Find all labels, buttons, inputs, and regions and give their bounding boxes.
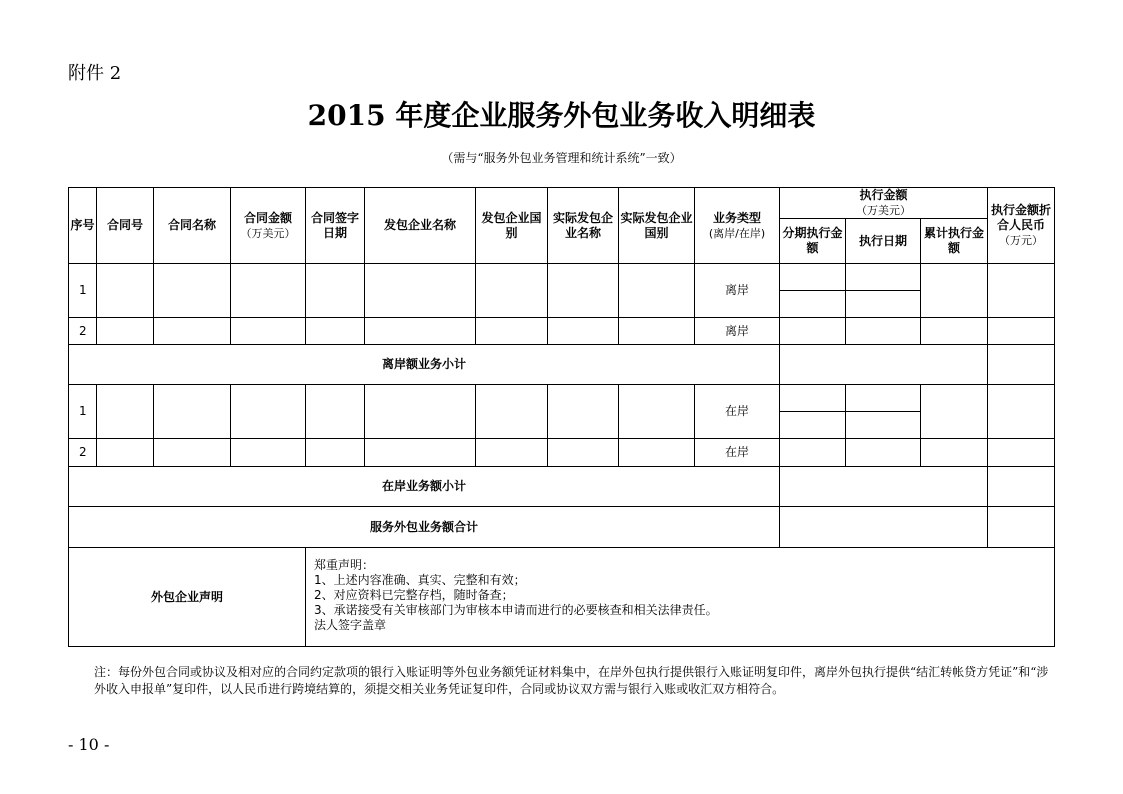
header-exec-amount-label: 执行金额 xyxy=(859,188,908,202)
cell-actual-client-name[interactable] xyxy=(548,385,619,439)
table-row xyxy=(69,318,1055,345)
cell-client-name[interactable] xyxy=(365,264,476,318)
offshore-subtotal-amount[interactable] xyxy=(780,345,988,385)
cell-contract-amount[interactable] xyxy=(231,318,306,345)
header-installment-amount: 分期执行金额 xyxy=(780,219,846,264)
cell-contract-amount[interactable] xyxy=(231,385,306,439)
declaration-label: 外包企业声明 xyxy=(69,548,306,647)
income-detail-table xyxy=(68,187,1055,647)
cell-client-country[interactable] xyxy=(476,264,548,318)
header-actual-client-name: 实际发包企业名称 xyxy=(548,188,619,264)
cell-contract-name[interactable] xyxy=(154,439,231,467)
declaration-row xyxy=(69,548,1055,647)
declaration-line: 3、承诺接受有关审核部门为审核本申请而进行的必要核查和相关法律责任。 xyxy=(314,603,718,617)
cell-sign-date[interactable] xyxy=(306,439,365,467)
cell-contract-amount[interactable] xyxy=(231,264,306,318)
cell-installment-amount[interactable] xyxy=(780,291,846,318)
grand-total-amount[interactable] xyxy=(780,507,988,548)
cell-business-type: 离岸 xyxy=(695,318,780,345)
cell-actual-client-name[interactable] xyxy=(548,318,619,345)
grand-total-label: 服务外包业务额合计 xyxy=(69,507,780,548)
cell-client-name[interactable] xyxy=(365,385,476,439)
cell-exec-date[interactable] xyxy=(846,412,921,439)
cell-cumulative-amount[interactable] xyxy=(921,318,988,345)
page-number: - 10 - xyxy=(68,735,110,754)
cell-contract-no[interactable] xyxy=(97,439,154,467)
cell-business-type: 离岸 xyxy=(695,264,780,318)
cell-exec-date[interactable] xyxy=(846,318,921,345)
onshore-subtotal-rmb[interactable] xyxy=(988,467,1055,507)
cell-client-name[interactable] xyxy=(365,318,476,345)
grand-total-row xyxy=(69,507,1055,548)
cell-actual-client-country[interactable] xyxy=(619,264,695,318)
header-business-type-label: 业务类型 xyxy=(712,210,761,225)
cell-client-name[interactable] xyxy=(365,439,476,467)
cell-contract-no[interactable] xyxy=(97,264,154,318)
offshore-subtotal-row xyxy=(69,345,1055,385)
page-subtitle: （需与“服务外包业务管理和统计系统”一致） xyxy=(441,151,682,165)
declaration-text xyxy=(306,548,1055,647)
cell-exec-date[interactable] xyxy=(846,439,921,467)
cell-sign-date[interactable] xyxy=(306,318,365,345)
cell-contract-name[interactable] xyxy=(154,385,231,439)
header-exec-date: 执行日期 xyxy=(846,219,921,264)
cell-contract-name[interactable] xyxy=(154,264,231,318)
cell-actual-client-name[interactable] xyxy=(548,439,619,467)
row-seq: 1 xyxy=(69,385,97,439)
cell-rmb-amount[interactable] xyxy=(988,264,1055,318)
cell-cumulative-amount[interactable] xyxy=(921,264,988,318)
cell-rmb-amount[interactable] xyxy=(988,318,1055,345)
header-business-type xyxy=(695,188,780,264)
header-contract-amount-label: 合同金额 xyxy=(243,210,292,225)
cell-business-type: 在岸 xyxy=(695,439,780,467)
cell-client-country[interactable] xyxy=(476,318,548,345)
cell-installment-amount[interactable] xyxy=(780,385,846,412)
cell-contract-amount[interactable] xyxy=(231,439,306,467)
declaration-line: 2、对应资料已完整存档，随时备查； xyxy=(314,588,514,602)
cell-sign-date[interactable] xyxy=(306,385,365,439)
cell-actual-client-name[interactable] xyxy=(548,264,619,318)
attachment-label: 附件 2 xyxy=(68,63,122,84)
cell-exec-date[interactable] xyxy=(846,291,921,318)
cell-actual-client-country[interactable] xyxy=(619,318,695,345)
table-row xyxy=(69,439,1055,467)
row-seq: 1 xyxy=(69,264,97,318)
cell-actual-client-country[interactable] xyxy=(619,385,695,439)
cell-installment-amount[interactable] xyxy=(780,412,846,439)
cell-cumulative-amount[interactable] xyxy=(921,385,988,439)
header-contract-amount-unit: （万美元） xyxy=(240,226,296,240)
cell-actual-client-country[interactable] xyxy=(619,439,695,467)
header-contract-no: 合同号 xyxy=(97,188,154,264)
cell-exec-date[interactable] xyxy=(846,264,921,291)
header-rmb-amount-unit: （万元） xyxy=(999,234,1044,247)
declaration-line: 1、上述内容准确、真实、完整和有效； xyxy=(314,573,526,587)
cell-client-country[interactable] xyxy=(476,385,548,439)
cell-contract-name[interactable] xyxy=(154,318,231,345)
row-seq: 2 xyxy=(69,318,97,345)
cell-contract-no[interactable] xyxy=(97,385,154,439)
onshore-subtotal-label: 在岸业务额小计 xyxy=(69,467,780,507)
row-seq: 2 xyxy=(69,439,97,467)
header-seq: 序号 xyxy=(69,188,97,264)
header-client-country: 发包企业国别 xyxy=(476,188,548,264)
table-row xyxy=(69,264,1055,291)
cell-installment-amount[interactable] xyxy=(780,318,846,345)
header-contract-amount xyxy=(231,188,306,264)
page-title: 2015 年度企业服务外包业务收入明细表 xyxy=(307,99,816,132)
header-business-type-unit: (离岸/在岸) xyxy=(708,226,766,240)
offshore-subtotal-label: 离岸额业务小计 xyxy=(69,345,780,385)
header-client-name: 发包企业名称 xyxy=(365,188,476,264)
header-actual-client-country: 实际发包企业国别 xyxy=(619,188,695,264)
header-exec-amount-unit: （万美元） xyxy=(856,204,912,217)
cell-rmb-amount[interactable] xyxy=(988,439,1055,467)
cell-contract-no[interactable] xyxy=(97,318,154,345)
declaration-signature-line: 法人签字盖章 xyxy=(314,618,387,632)
grand-total-rmb[interactable] xyxy=(988,507,1055,548)
header-exec-amount xyxy=(780,188,988,219)
cell-cumulative-amount[interactable] xyxy=(921,439,988,467)
header-cumulative-amount: 累计执行金额 xyxy=(921,219,988,264)
cell-exec-date[interactable] xyxy=(846,385,921,412)
cell-sign-date[interactable] xyxy=(306,264,365,318)
header-rmb-amount-label: 执行金额折合人民币 xyxy=(991,203,1052,232)
header-sign-date: 合同签字日期 xyxy=(306,188,365,264)
offshore-subtotal-rmb[interactable] xyxy=(988,345,1055,385)
header-contract-name: 合同名称 xyxy=(154,188,231,264)
declaration-line: 郑重声明： xyxy=(314,558,375,572)
onshore-subtotal-row xyxy=(69,467,1055,507)
cell-client-country[interactable] xyxy=(476,439,548,467)
cell-installment-amount[interactable] xyxy=(780,439,846,467)
cell-business-type: 在岸 xyxy=(695,385,780,439)
header-rmb-amount xyxy=(988,188,1055,264)
footnote: 注：每份外包合同或协议及相对应的合同约定款项的银行入账证明等外包业务额凭证材料集中，在岸外包执行提供银行入账证明复印件，离岸外包执行提供“结汇转帐贷方凭证”和“涉外收入申报单”复印件，以人民币进行跨境结算的，须提交相关业务凭证复印件，合同或协议双方需与银行入账或收汇双方相符合。 xyxy=(94,665,1049,696)
cell-installment-amount[interactable] xyxy=(780,264,846,291)
cell-rmb-amount[interactable] xyxy=(988,385,1055,439)
table-row xyxy=(69,385,1055,412)
onshore-subtotal-amount[interactable] xyxy=(780,467,988,507)
